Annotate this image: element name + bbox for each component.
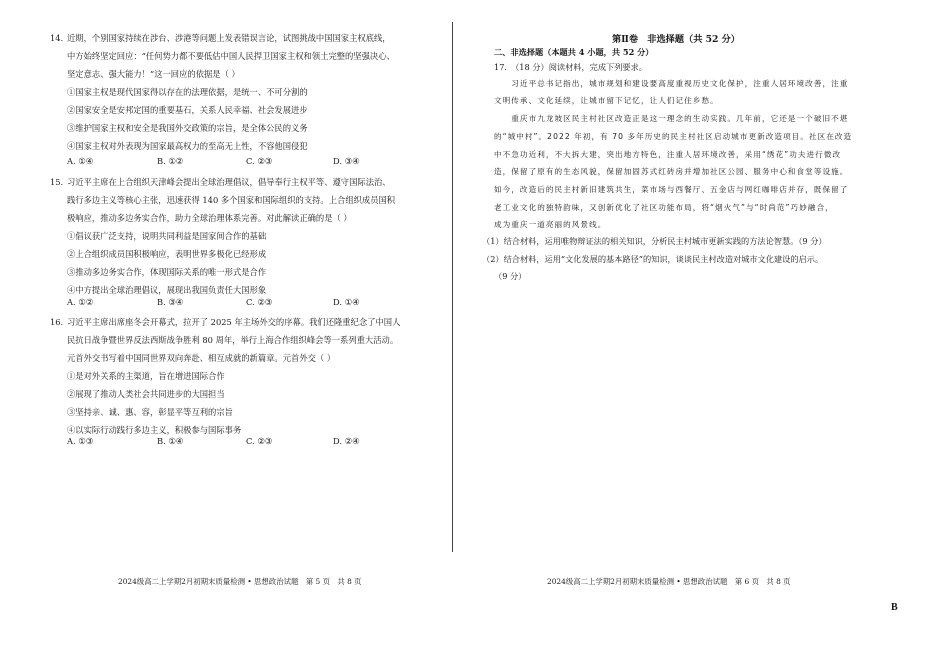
answer-statement: ①倡议获广泛支持，说明共同利益是国家间合作的基础 (67, 231, 267, 241)
answer-statement: ④以实际行动践行多边主义，积极参与国际事务 (67, 425, 242, 435)
answer-statement: ①国家主权是现代国家得以存在的法理依据，是统一、不可分割的 (67, 87, 308, 97)
answer-statement: ③维护国家主权和安全是我国外交政策的宗旨，是全体公民的义务 (67, 123, 308, 133)
question-number: 14. (50, 33, 64, 43)
question-stem-line: 民抗日战争暨世界反法西斯战争胜利 80 周年，举行上海合作组织峰会等一系列重大活动。 (67, 335, 399, 345)
option-b[interactable]: B. ①② (157, 156, 184, 166)
answer-statement: ③坚持亲、诚、惠、容，彰显平等互利的宗旨 (67, 407, 233, 417)
sub-question-1: （1）结合材料，运用唯物辩证法的相关知识，分析民主村城市更新实践的方法论智慧。（9 分） (482, 236, 827, 246)
answer-statement: ②展现了推动人类社会共同进步的大国担当 (67, 389, 225, 399)
option-c[interactable]: C. ②③ (246, 297, 273, 307)
question-14 (50, 29, 450, 159)
option-d[interactable]: D. ①④ (333, 297, 360, 307)
answer-statement: ④中方提出全球治理倡议，展现出我国负责任大国形象 (67, 285, 267, 295)
question-stem-line: 践行多边主义等核心主张，迅速获得 140 多个国家和国际组织的支持。上合组织成员国积 (67, 195, 396, 205)
material-line: 如今，改造后的民主村新旧建筑共生，菜市场与西餐厅、五金店与网红咖啡店并存，既保留了 (494, 185, 849, 194)
sub-question-2: （2）结合材料，运用“文化发展的基本路径”的知识，谈谈民主村改造对城市文化建设的启示。 (482, 254, 824, 264)
question-15 (50, 173, 450, 303)
option-b[interactable]: B. ③④ (157, 297, 184, 307)
question-stem-line: 元首外交书写着中国同世界双向奔赴、相互成就的新篇章。元首外交（ ） (67, 353, 336, 363)
question-stem-line: 极响应，推动多边务实合作，助力全球治理体系完善。对此解读正确的是（ ） (67, 213, 352, 223)
part-title: 第Ⅱ卷 非选择题（共 52 分） (612, 34, 740, 45)
material-line: 文明传承、文化延续，让城市留下记忆，让人们记住乡愁。 (494, 96, 719, 105)
question-number: 16. (50, 317, 64, 327)
question-number: 15. (50, 177, 64, 187)
sub-question-2-score: （9 分） (494, 271, 527, 281)
page-footer: 2024级高二上学期2月初期末质量检测 • 思想政治试题 第 6 页 共 8 页 (547, 577, 791, 586)
material-line: 中不急功近利，不大拆大建，突出地方特色，注重人居环境改善，采用“绣花”功夫进行微改 (494, 150, 842, 159)
material-line: 老工业文化的独特韵味，又创新优化了社区功能布局，将“烟火气”与“时尚范”巧妙融合， (494, 203, 834, 212)
option-b[interactable]: B. ①④ (157, 436, 184, 446)
question-16 (50, 313, 450, 443)
answer-statement: ②上合组织成员国积极响应，表明世界多极化已经形成 (67, 249, 267, 259)
option-c[interactable]: C. ②③ (246, 156, 273, 166)
answer-statement: ①是对外关系的主渠道，旨在增进国际合作 (67, 371, 225, 381)
option-d[interactable]: D. ③④ (333, 156, 360, 166)
question-stem-line: 习近平主席出席座冬会开幕式，拉开了 2025 年主场外交的序幕。我们还隆重纪念了中国人 (67, 317, 401, 327)
material-line: 的“城中村”。2022 年初，有 70 多年历史的民主村社区启动城市更新改造项目。社区在改造 (494, 132, 853, 141)
material-line: 成为重庆一道亮丽的风景线。 (494, 220, 607, 229)
paper-version-label: B (891, 602, 898, 613)
question-17-heading: 17. （18 分）阅读材料，完成下列要求。 (494, 62, 647, 72)
question-stem-line: 坚定意志、强大能力！”这一回应的依据是（ ） (67, 69, 240, 79)
material-line: 重庆市九龙坡区民主村社区改造正是这一理念的生动实践。几年前，它还是一个破旧不堪 (494, 114, 849, 123)
option-a[interactable]: A. ①② (67, 297, 94, 307)
question-stem-line: 中方始终坚定回应：“任何势力都不要低估中国人民捍卫国家主权和领土完整的坚强决心、 (67, 51, 395, 61)
option-d[interactable]: D. ②④ (333, 436, 360, 446)
section-heading: 二、非选择题（本题共 4 小题，共 52 分） (494, 47, 654, 57)
answer-statement: ④国家主权对外表现为国家最高权力的至高无上性，不容他国侵犯 (67, 141, 308, 151)
question-stem-line: 习近平主席在上合组织天津峰会提出全球治理倡议，倡导奉行主权平等、遵守国际法治、 (67, 177, 391, 187)
answer-statement: ②国家安全是安邦定国的重要基石，关系人民幸福、社会发展进步 (67, 105, 308, 115)
option-a[interactable]: A. ①④ (67, 156, 94, 166)
column-divider (452, 22, 453, 552)
question-stem-line: 近期，个别国家持续在涉台、涉港等问题上发表错误言论，试图挑战中国国家主权底线， (67, 33, 391, 43)
material-line: 造，保留了原有的生态风貌，保留加固苏式红砖房并增加社区公园、服务中心和食堂等设施。 (494, 167, 849, 176)
page-footer: 2024级高二上学期2月初期末质量检测 • 思想政治试题 第 5 页 共 8 页 (118, 577, 362, 586)
answer-statement: ③推动多边务实合作，体现国际关系的唯一形式是合作 (67, 267, 267, 277)
material-line: 习近平总书记指出，城市规划和建设要高度重视历史文化保护，注重人居环境改善，注重 (494, 79, 849, 88)
option-a[interactable]: A. ①③ (67, 436, 94, 446)
option-c[interactable]: C. ②③ (246, 436, 273, 446)
